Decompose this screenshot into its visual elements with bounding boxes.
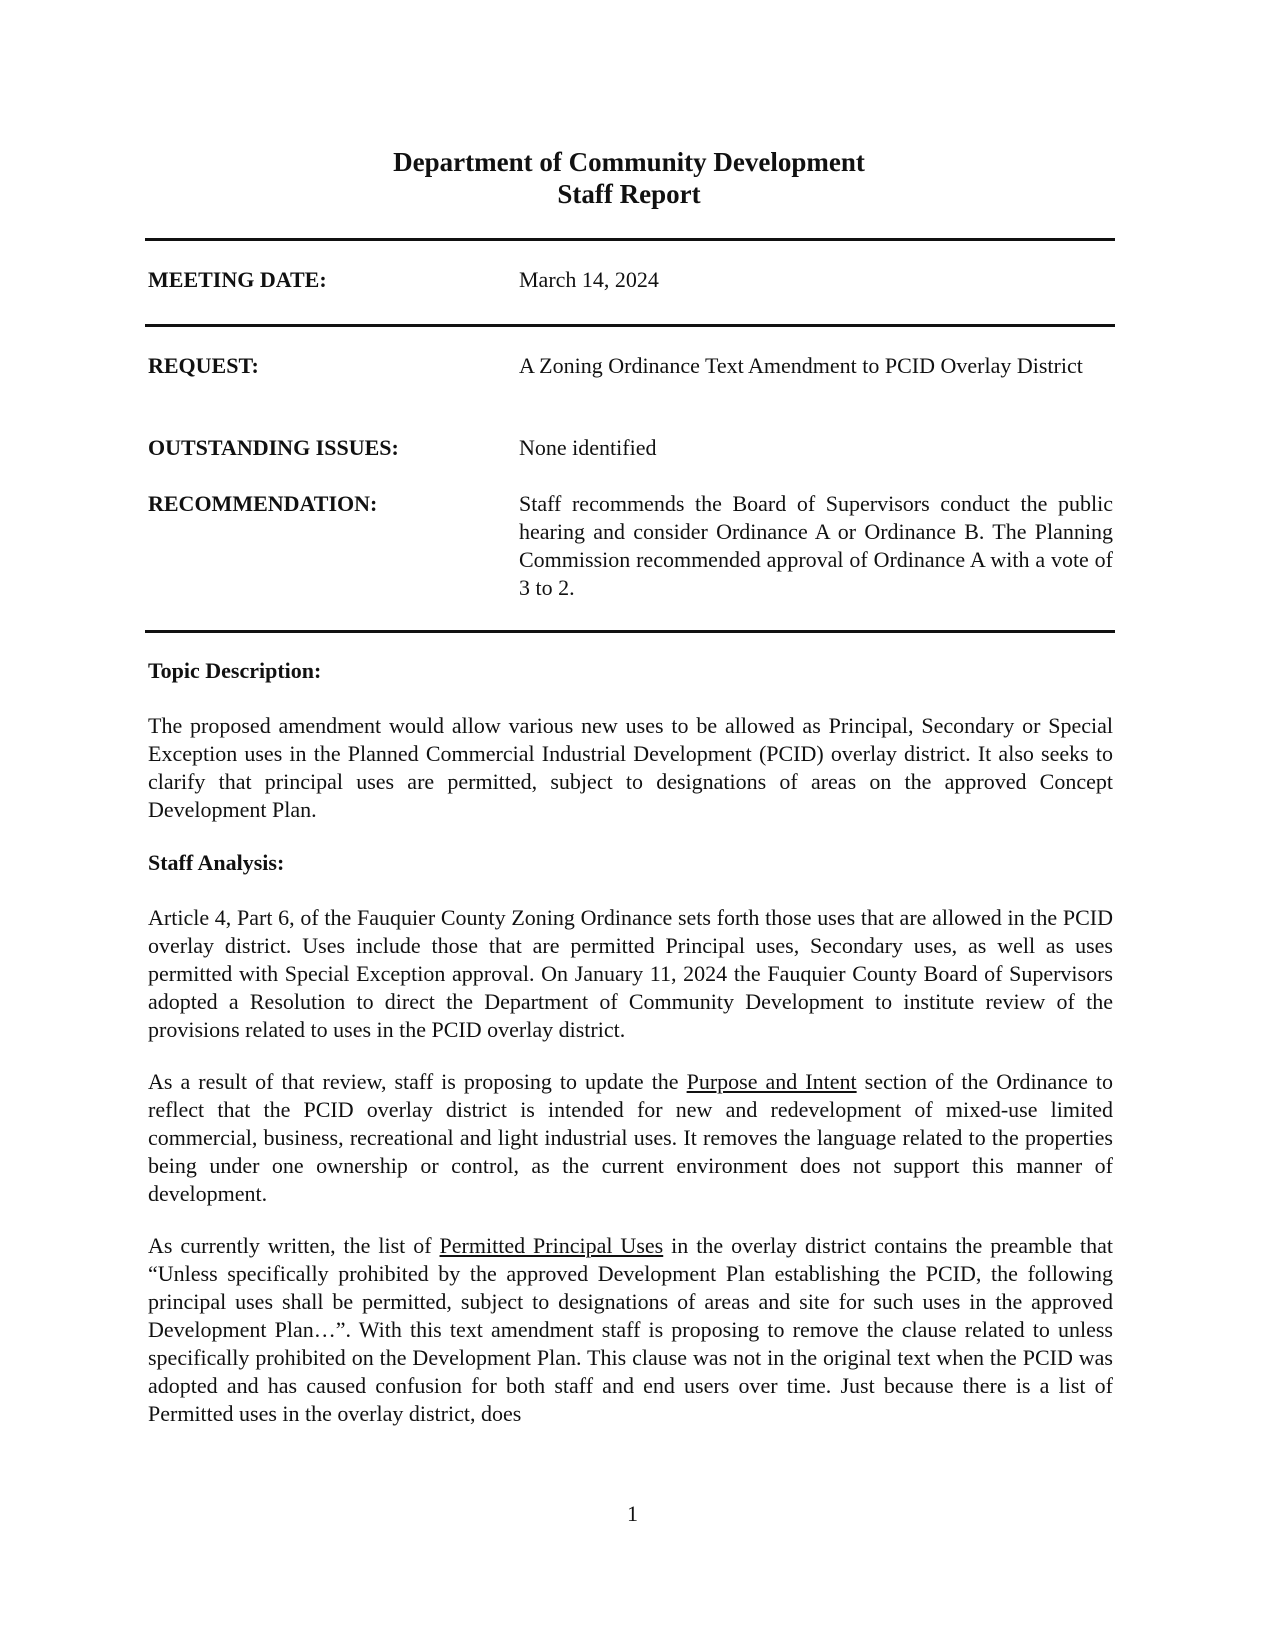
recommendation-label: RECOMMENDATION: — [148, 491, 378, 516]
request-label: REQUEST: — [148, 353, 259, 378]
divider-fields — [145, 630, 1115, 633]
request-value: A Zoning Ordinance Text Amendment to PCID Overlay District — [519, 353, 1083, 378]
paragraph-2-text-before: As a result of that review, staff is proposing to update the — [148, 1069, 687, 1094]
report-title: Staff Report — [557, 179, 701, 209]
purpose-and-intent-reference: Purpose and Intent — [686, 1069, 857, 1094]
staff-analysis-heading: Staff Analysis: — [148, 850, 285, 875]
paragraph-3-text-before: As currently written, the list of — [148, 1233, 440, 1258]
permitted-principal-uses-reference: Permitted Principal Uses — [439, 1233, 664, 1258]
staff-analysis-paragraph-3 — [148, 1232, 1113, 1428]
meeting-date-value: March 14, 2024 — [519, 267, 659, 292]
topic-description-heading: Topic Description: — [148, 658, 322, 683]
outstanding-issues-label: OUTSTANDING ISSUES: — [148, 435, 399, 460]
paragraph-2-text-after: section of the Ordinance to reflect that the PCID overlay district is intended for new and redevelopment of mixed-use limited commercial, business, recreational and light industrial uses. It removes the language related to the properties being under one ownership or control, as the current environment does not support this manner of development. — [148, 1069, 1113, 1206]
recommendation-value: Staff recommends the Board of Supervisors conduct the public hearing and consider Ordinance A or Ordinance B. The Planning Commission recommended approval of Ordinance A with a vote of 3 to 2. — [519, 491, 1113, 600]
paragraph-3-text-after: in the overlay district contains the preamble that “Unless specifically prohibited by the approved Development Plan establishing the PCID, the following principal uses shall be permitted, subject to designations of areas and site for such uses in the approved Development Plan…”. With this text amendment staff is proposing to remove the clause related to unless specifically prohibited on the Development Plan. This clause was not in the original text when the PCID was adopted and has caused confusion for both staff and end users over time. Just because there is a list of Permitted uses in the overlay district, does — [148, 1233, 1113, 1426]
topic-description-body: The proposed amendment would allow various new uses to be allowed as Principal, Secondary or Special Exception uses in the Planned Commercial Industrial Development (PCID) overlay district. It also seeks to clarify that principal uses are permitted, subject to designations of areas on the approved Concept Development Plan. — [148, 713, 1113, 822]
department-title: Department of Community Development — [393, 147, 865, 177]
divider-meeting — [145, 324, 1115, 327]
staff-analysis-paragraph-1: Article 4, Part 6, of the Fauquier County Zoning Ordinance sets forth those uses that are allowed in the PCID overlay district. Uses include those that are permitted Principal uses, Secondary uses, as well as uses permitted with Special Exception approval. On January 11, 2024 the Fauquier County Board of Supervisors adopted a Resolution to direct the Department of Community Development to institute review of the provisions related to uses in the PCID overlay district. — [148, 905, 1113, 1042]
divider-top — [145, 238, 1115, 241]
outstanding-issues-value: None identified — [519, 435, 657, 460]
page-number: 1 — [627, 1501, 638, 1526]
staff-analysis-paragraph-2 — [148, 1068, 1113, 1208]
meeting-date-label: MEETING DATE: — [148, 267, 327, 292]
